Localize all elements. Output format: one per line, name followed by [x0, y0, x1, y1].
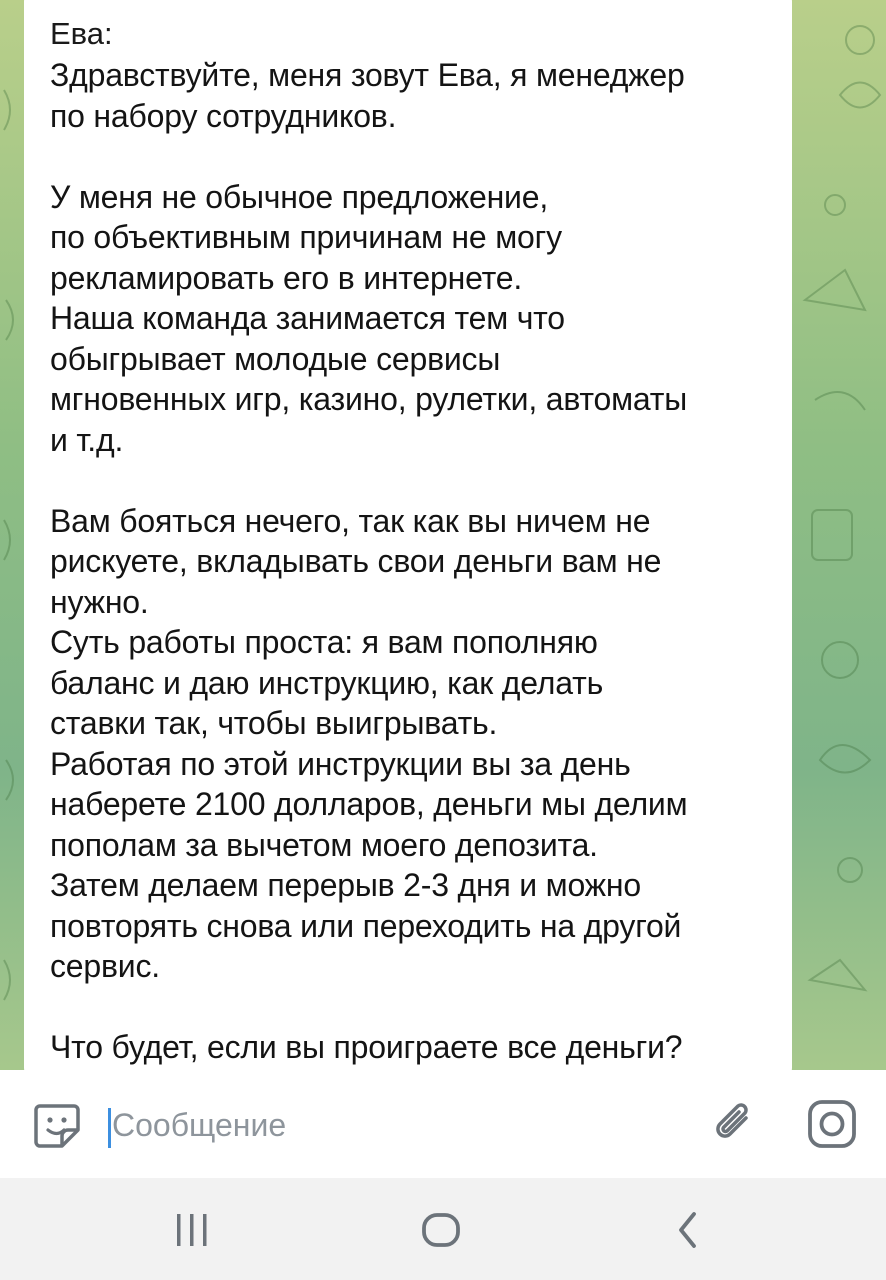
- text-cursor: [108, 1108, 111, 1148]
- message-line: Работая по этой инструкции вы за день: [50, 745, 631, 782]
- recent-apps-icon[interactable]: [172, 1208, 212, 1252]
- back-chevron-icon[interactable]: [672, 1208, 704, 1252]
- message-line: по набору сотрудников.: [50, 97, 397, 134]
- message-line: ставки так, чтобы выигрывать.: [50, 705, 498, 741]
- home-icon[interactable]: [420, 1208, 462, 1252]
- message-line: и т.д.: [50, 421, 124, 458]
- paragraph-gap: [50, 460, 792, 501]
- message-input[interactable]: [112, 1103, 672, 1147]
- message-line: повторять снова или переходить на другой: [50, 907, 682, 944]
- message-composer: [0, 1070, 886, 1178]
- system-navigation-bar: [0, 1178, 886, 1280]
- message-line: по объективным причинам не могу: [50, 219, 562, 255]
- paperclip-icon[interactable]: [706, 1096, 762, 1152]
- message-line: рекламировать его в интернете.: [50, 259, 523, 296]
- message-line: У меня не обычное предложение,: [50, 178, 549, 215]
- message-line: рискуете, вкладывать свои деньги вам не: [50, 543, 662, 579]
- message-line: Суть работы проста: я вам пополняю: [50, 624, 598, 660]
- incoming-message-bubble[interactable]: [24, 0, 792, 1090]
- message-line: Вам бояться нечего, так как вы ничем не: [50, 502, 651, 539]
- paragraph-gap: [50, 136, 792, 177]
- message-line: пополам за вычетом моего депозита.: [50, 826, 598, 863]
- message-line: баланс и даю инструкцию, как делать: [50, 664, 604, 701]
- message-sender-name: Ева:: [50, 16, 113, 51]
- paragraph-gap: [50, 987, 792, 1028]
- message-line: Здравствуйте, меня зовут Ева, я менеджер: [50, 57, 685, 93]
- message-line: Затем делаем перерыв 2-3 дня и можно: [50, 867, 641, 903]
- message-line: сервис.: [50, 948, 160, 984]
- message-line: мгновенных игр, казино, рулетки, автоматы: [50, 381, 688, 417]
- message-text: [50, 55, 792, 1108]
- message-line: Что будет, если вы проиграете все деньги?: [50, 1029, 683, 1065]
- message-line: Наша команда занимается тем что: [50, 300, 565, 336]
- sticker-emoji-icon[interactable]: [30, 1098, 84, 1152]
- message-line: обыгрывает молодые сервисы: [50, 340, 501, 377]
- message-line: наберете 2100 долларов, деньги мы делим: [50, 786, 688, 822]
- message-line: нужно.: [50, 583, 149, 620]
- instagram-camera-icon[interactable]: [804, 1096, 860, 1152]
